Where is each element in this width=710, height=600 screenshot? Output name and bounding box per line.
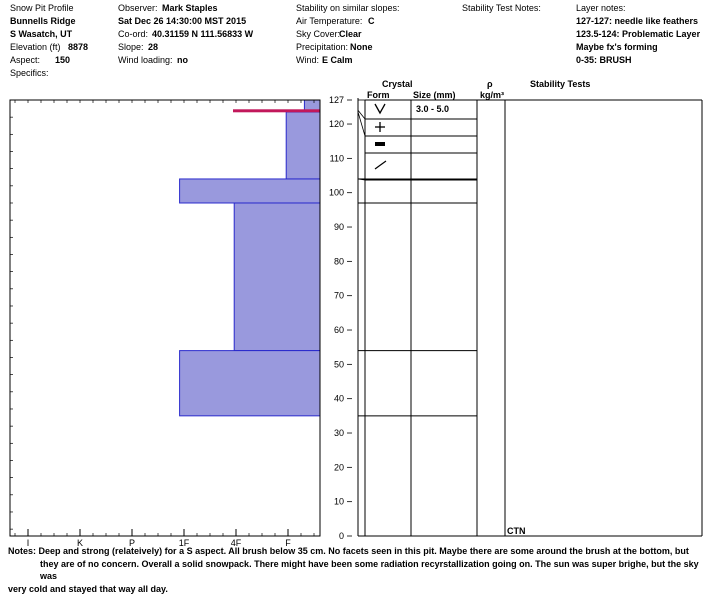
y-tick-label: 20 xyxy=(333,462,344,473)
air-temp-label: Air Temperature: xyxy=(296,16,363,26)
notes-line-1: Deep and strong (relateively) for a S aspect. All brush below 35 cm. No facets seen in this pit. Maybe there are some around the brush at the bottom, but xyxy=(38,546,689,556)
y-tick-label: 10 xyxy=(333,496,344,507)
elevation-label: Elevation (ft) xyxy=(10,42,61,52)
pit-profile-title: Snow Pit Profile xyxy=(10,3,74,13)
sky-cover-value: Clear xyxy=(339,29,362,39)
x-tick-label: K xyxy=(76,538,84,548)
layer-note-2: 123.5-124: Problematic Layer xyxy=(576,29,701,39)
layer-connector-line xyxy=(358,112,365,136)
x-tick-label: 4F xyxy=(230,538,242,548)
notes-label: Notes: xyxy=(8,546,37,556)
y-tick-label: 120 xyxy=(328,119,344,130)
stability-tests-header: Stability Tests xyxy=(530,79,591,89)
location-name: Bunnells Ridge xyxy=(10,16,76,26)
x-tick-label: P xyxy=(128,538,136,548)
slope-label: Slope: xyxy=(118,42,144,52)
elevation-value: 8878 xyxy=(68,42,89,52)
y-tick-label: 127 xyxy=(328,95,344,105)
y-tick-label: 40 xyxy=(333,393,344,404)
form-header: Form xyxy=(367,90,390,100)
y-tick-label: 90 xyxy=(333,222,344,233)
x-tick-label: F xyxy=(285,538,291,548)
y-tick-label: 60 xyxy=(333,325,344,336)
precipitation-label: Precipitation: xyxy=(296,42,349,52)
air-temp-value: C xyxy=(368,16,375,26)
density-symbol: ρ xyxy=(487,79,493,89)
region-name: S Wasatch, UT xyxy=(10,29,73,39)
hardness-layer-bar-2 xyxy=(286,112,320,179)
notes-block xyxy=(8,545,703,595)
slope-value: 28 xyxy=(148,42,159,52)
y-tick-label: 0 xyxy=(338,531,344,541)
y-tick-label: 70 xyxy=(333,290,344,301)
hardness-layer-bar-5 xyxy=(180,351,320,416)
specifics-label: Specifics: xyxy=(10,68,49,78)
x-tick-label: I xyxy=(26,538,30,548)
crystal-size-value: 3.0 - 5.0 xyxy=(416,104,450,114)
crystal-form-symbol xyxy=(375,161,386,169)
layer-note-4: 0-35: BRUSH xyxy=(576,55,632,65)
y-tick-label: 100 xyxy=(328,187,344,198)
coord-label: Co-ord: xyxy=(118,29,149,39)
crystal-header: Crystal xyxy=(382,79,413,89)
sky-cover-label: Sky Cover: xyxy=(296,29,341,39)
wind-label: Wind: xyxy=(296,55,320,65)
stability-test-notes-label: Stability Test Notes: xyxy=(462,3,541,13)
precipitation-value: None xyxy=(350,42,373,52)
coord-value: 40.31159 N 111.56833 W xyxy=(152,29,254,39)
layer-notes-label: Layer notes: xyxy=(576,3,626,13)
y-tick-label: 110 xyxy=(329,153,344,164)
crystal-form-symbol xyxy=(375,104,385,113)
layer-note-3: Maybe fx's forming xyxy=(576,42,658,52)
stability-test-label: CTN xyxy=(507,526,526,536)
y-tick-label: 30 xyxy=(333,428,344,439)
hardness-layer-bar-4 xyxy=(234,203,320,351)
wind-value: E Calm xyxy=(322,55,353,65)
hardness-layer-bar-3 xyxy=(180,179,320,203)
notes-line-2: they are of no concern. Overall a solid snowpack. There might have been some radiation recyrstallization going on. The sun was super brighe, but the sky was xyxy=(40,558,699,581)
size-header: Size (mm) xyxy=(413,90,456,100)
stability-similar-label: Stability on similar slopes: xyxy=(296,3,400,13)
observer-label: Observer: xyxy=(118,3,158,13)
density-unit: kg/m³ xyxy=(480,90,505,100)
aspect-label: Aspect: xyxy=(10,55,41,65)
problem-layer-marker xyxy=(233,109,320,112)
aspect-value: 150 xyxy=(55,55,71,65)
observation-datetime: Sat Dec 26 14:30:00 MST 2015 xyxy=(118,16,247,26)
layer-note-1: 127-127: needle like feathers xyxy=(576,16,699,26)
y-tick-label: 50 xyxy=(333,359,344,370)
observer-value: Mark Staples xyxy=(162,3,218,13)
notes-line-3: very cold and stayed that way all day. xyxy=(8,583,168,594)
wind-loading-value: no xyxy=(177,55,188,65)
y-tick-label: 80 xyxy=(333,256,344,267)
wind-loading-label: Wind loading: xyxy=(118,55,173,65)
x-tick-label: 1F xyxy=(178,538,190,548)
crystal-form-symbol xyxy=(375,142,385,146)
